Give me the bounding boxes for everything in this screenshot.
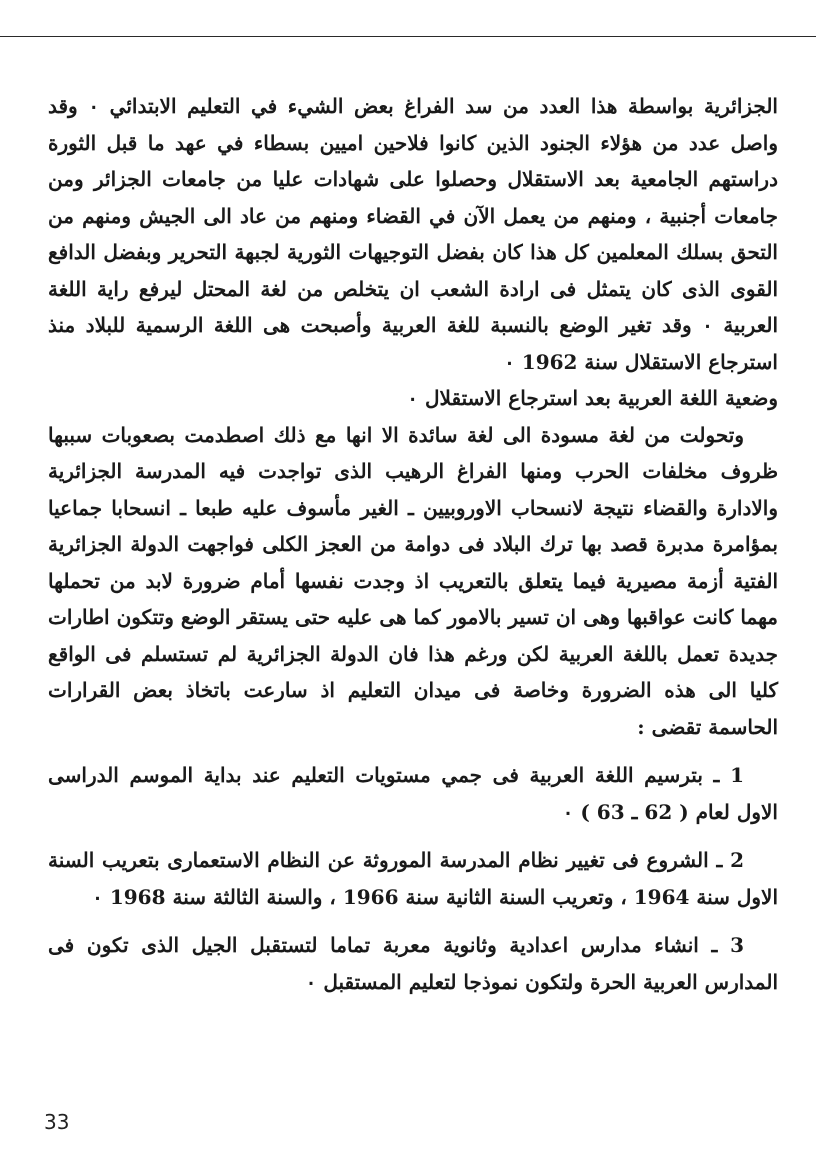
page-number: 33 <box>44 1110 70 1134</box>
top-rule <box>0 36 816 37</box>
section-heading: وضعية اللغة العربية بعد استرجاع الاستقلال ٠ <box>407 386 778 410</box>
list-item-3: 3 ـ انشاء مدارس اعدادية وثانوية معربة تماما لتستقبل الجيل الذى تكون فى المدارس العربية الحرة ولتكون نموذجا لتعليم المستقبل ٠ <box>48 933 778 994</box>
body-paragraph: وتحولت من لغة مسودة الى لغة سائدة الا انها مع ذلك اصطدمت بصعوبات سببها ظروف مخلفات الحرب ومنها الفراغ الرهيب الذى تواجدت فيه المدرسة الجزائرية والادارة والقضاء نتيجة لانسحاب الاوروبيين ـ الغير مأسوف عليه طبعا ـ انسحابا جماعيا بمؤامرة مدبرة قصد بها ترك البلاد فى دوامة من العجز الكلى فواجهت الدولة الجزائرية الفتية أزمة مصيرية فيما يتعلق بالتعريب اذ وجدت نفسها أمام ضرورة لابد من تحملها مهما كانت عواقبها وهى ان تسير بالامور كما هى عليه حتى يستقر الوضع وتتكون اطارات جديدة تعمل باللغة العربية لكن ورغم هذا فان الدولة الجزائرية لم تستسلم فى الواقع كليا الى هذه الضرورة وخاصة فى ميدان التعليم اذ سارعت باتخاذ بعض القرارات الحاسمة تقضى : <box>48 422 778 739</box>
opening-paragraph: الجزائرية بواسطة هذا العدد من سد الفراغ بعض الشيء في التعليم الابتدائي ٠ وقد واصل عدد من هؤلاء الجنود الذين كانوا فلاحين اميين بسطاء في عهد ما قبل الثورة دراستهم الجامعية بعد الاستقلال وحصلوا على شهادات عليا من جامعات الجزائر ومن جامعات أجنبية ، ومنهم من يعمل الآن في القضاء ومنهم من عاد الى الجيش ومنهم من التحق بسلك المعلمين كل هذا كان بفضل التوجيهات الثورية لجبهة التحرير وبفضل الدافع القوى الذى كان يتمثل فى ارادة الشعب ان يتخلص من لغة المحتل ليرفع راية اللغة العربية ٠ وقد تغير الوضع بالنسبة للغة العربية وأصبحت هى اللغة الرسمية للبلاد منذ استرجاع الاستقلال سنة 1962 ٠ <box>48 94 778 374</box>
page-body <box>48 88 778 1000</box>
list-item-2: 2 ـ الشروع فى تغيير نظام المدرسة الموروثة عن النظام الاستعمارى بتعريب السنة الاول سنة 1964 ، وتعريب السنة الثانية سنة 1966 ، والسنة الثالثة سنة 1968 ٠ <box>48 848 778 909</box>
list-item-1: 1 ـ بترسيم اللغة العربية فى جمي مستويات التعليم عند بداية الموسم الدراسى الاول لعام ( 62 ـ 63 ) ٠ <box>48 763 778 824</box>
